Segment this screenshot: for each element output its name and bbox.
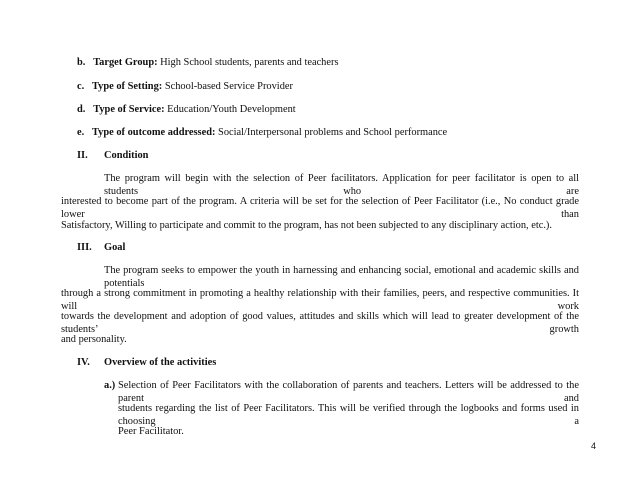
- item-marker: b.: [77, 57, 86, 68]
- item-text: School-based Service Provider: [162, 81, 293, 92]
- item-label: Type of Setting:: [92, 81, 163, 92]
- goal-line-4: and personality.: [61, 334, 127, 345]
- condition-line-3: Satisfactory, Willing to participate and commit to the program, has not been subjected to any disciplinary action, etc.).: [61, 220, 552, 231]
- section-numeral: II.: [77, 150, 88, 161]
- item-marker: c.: [77, 81, 85, 92]
- item-label: Type of outcome addressed:: [92, 127, 216, 138]
- activities-line-1: Selection of Peer Facilitators with the collaboration of parents and teachers. Letters will be addressed to the parent and: [118, 380, 579, 404]
- goal-line-3: towards the development and adoption of good values, attitudes and skills which will lead to greater development of the students’ growth: [61, 311, 579, 335]
- condition-line-1: The program will begin with the selection of Peer facilitators. Application for peer facilitator is open to all students who are: [104, 173, 579, 197]
- sub-item-marker: a.): [104, 380, 116, 391]
- activities-line-3: Peer Facilitator.: [118, 426, 184, 437]
- section-heading-goal: Goal: [104, 242, 126, 253]
- goal-line-2: through a strong commitment in promoting a healthy relationship with their families, peers, and respective communities. It will work: [61, 288, 579, 312]
- page-number: 4: [590, 441, 596, 451]
- item-text: Education/Youth Development: [164, 104, 296, 115]
- item-marker: e.: [77, 127, 85, 138]
- section-numeral: III.: [77, 242, 92, 253]
- section-numeral: IV.: [77, 357, 90, 368]
- section-heading-activities: Overview of the activities: [104, 357, 217, 368]
- item-type-of-setting: [77, 80, 293, 93]
- goal-line-1: The program seeks to empower the youth in harnessing and enhancing social, emotional and academic skills and potentials: [104, 265, 579, 289]
- activities-line-2: students regarding the list of Peer Facilitators. This will be verified through the logbooks and forms used in choosing a: [118, 403, 579, 427]
- condition-line-2: interested to become part of the program. A criteria will be set for the selection of Peer Facilitator (i.e., No conduct grade lower than: [61, 196, 579, 220]
- item-marker: d.: [77, 104, 86, 115]
- item-label: Type of Service:: [93, 104, 165, 115]
- section-heading-condition: Condition: [104, 150, 149, 161]
- item-type-of-service: [77, 103, 296, 116]
- item-label: Target Group:: [93, 57, 158, 68]
- item-target-group: [77, 56, 339, 69]
- item-text: High School students, parents and teachers: [157, 57, 339, 68]
- item-text: Social/Interpersonal problems and School performance: [215, 127, 448, 138]
- item-type-of-outcome: [77, 126, 447, 139]
